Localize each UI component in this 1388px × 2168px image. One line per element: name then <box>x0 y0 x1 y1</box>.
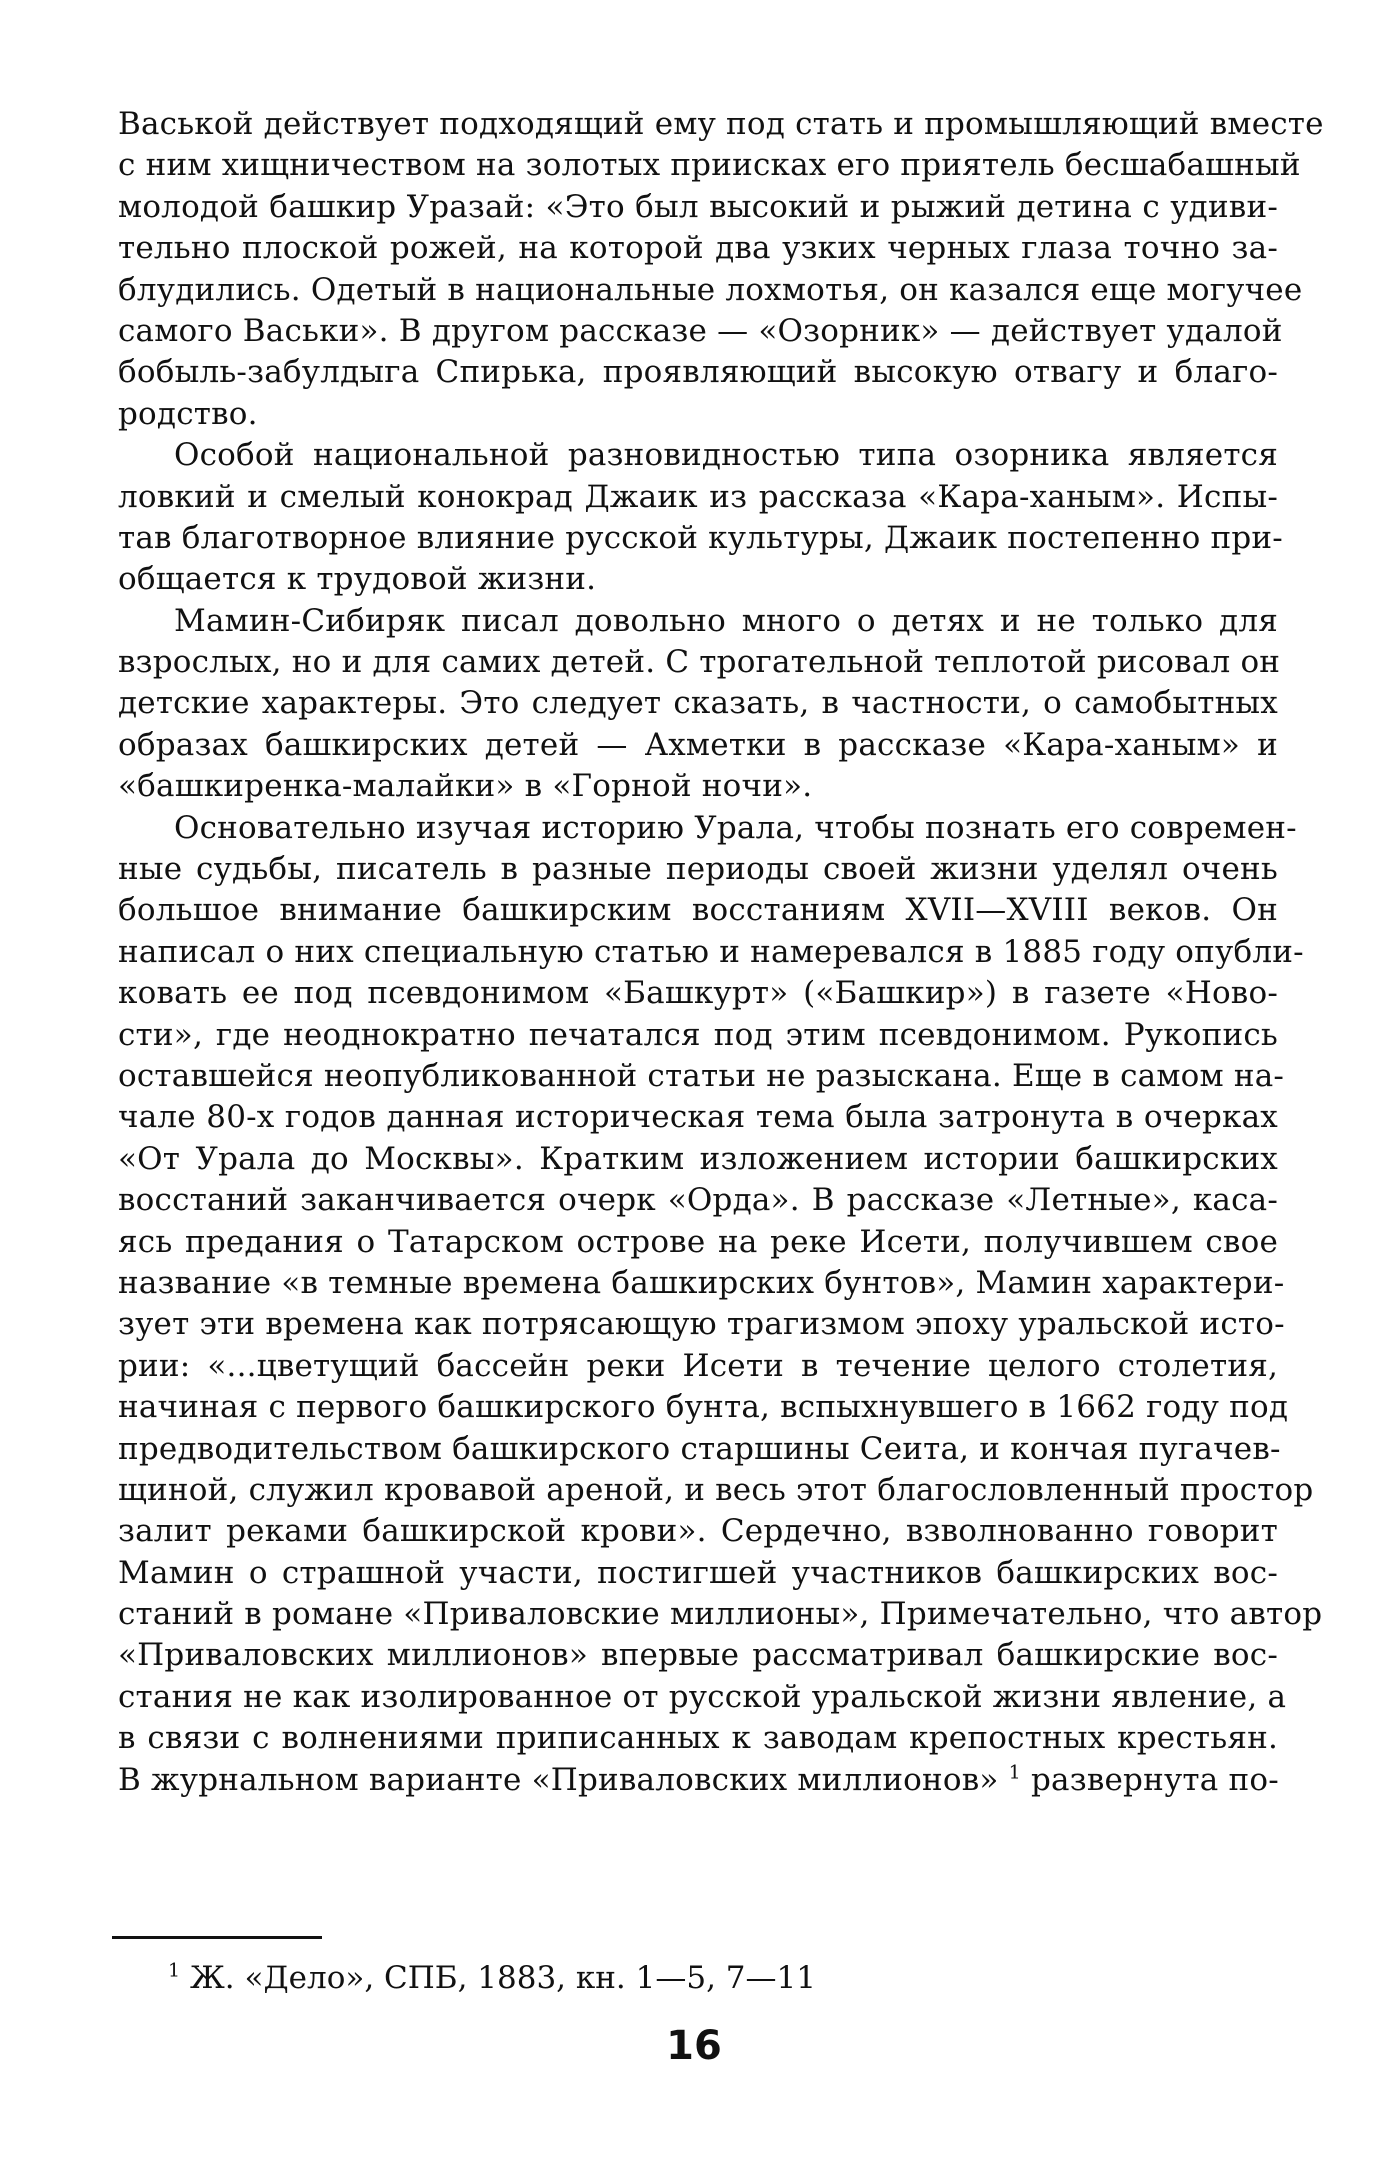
text-line: родство. <box>118 395 258 432</box>
text-line: залит реками башкирской крови». Сердечно, взволнованно говорит <box>118 1513 1278 1550</box>
text-line: самого Васьки». В другом рассказе — «Озорник» — действует удалой <box>118 312 1283 349</box>
text-line: рии: «...цветущий бассейн реки Исети в течение целого столетия, <box>118 1347 1278 1384</box>
text-line: детские характеры. Это следует сказать, в частности, о самобытных <box>118 685 1278 722</box>
footnote <box>168 1958 816 1998</box>
text-line: ловкий и смелый конокрад Джаик из рассказа «Кара-ханым». Испы- <box>118 478 1278 515</box>
text-line: молодой башкир Уразай: «Это был высокий и рыжий детина с удиви- <box>118 188 1278 225</box>
text-line: «От Урала до Москвы». Кратким изложением истории башкирских <box>118 1140 1278 1177</box>
paragraph-first-line: Мамин-Сибиряк писал довольно много о детях и не только для <box>174 602 1278 639</box>
text-line: с ним хищничеством на золотых приисках его приятель бесшабашный <box>118 147 1301 184</box>
text-line: станий в романе «Приваловские миллионы», Примечательно, что автор <box>118 1596 1323 1633</box>
footnote-marker[interactable]: 1 <box>1008 1761 1021 1784</box>
text-line: сти», где неоднократно печатался под этим псевдонимом. Рукопись <box>118 1016 1278 1053</box>
text-line: зует эти времена как потрясающую трагизмом эпоху уральской исто- <box>118 1306 1285 1343</box>
text-segment: развернута по- <box>1031 1761 1279 1798</box>
text-line: ковать ее под псевдонимом «Башкурт» («Башкир») в газете «Ново- <box>118 975 1278 1012</box>
text-line: тельно плоской рожей, на которой два узких черных глаза точно за- <box>118 230 1278 267</box>
text-segment: В журнальном варианте «Приваловских миллионов» <box>118 1761 999 1798</box>
text-line: взрослых, но и для самих детей. С трогательной теплотой рисовал он <box>118 644 1281 681</box>
footnote-number: 1 <box>168 1959 181 1982</box>
text-line: ные судьбы, писатель в разные периоды своей жизни уделял очень <box>118 851 1278 888</box>
text-line-with-footnote <box>118 1760 1278 1801</box>
text-line: написал о них специальную статью и намеревался в 1885 году опубли- <box>118 933 1304 970</box>
text-line: «Приваловских миллионов» впервые рассматривал башкирские вос- <box>118 1637 1278 1674</box>
text-line: начиная с первого башкирского бунта, вспыхнувшего в 1662 году под <box>118 1389 1289 1426</box>
text-line: образах башкирских детей — Ахметки в рассказе «Кара-ханым» и <box>118 726 1278 763</box>
text-line: предводительством башкирского старшины Сеита, и кончая пугачев- <box>118 1430 1281 1467</box>
page-number: 16 <box>666 2023 722 2069</box>
text-line: название «в темные времена башкирских бунтов», Мамин характери- <box>118 1264 1285 1301</box>
text-line: бобыль-забулдыга Спирька, проявляющий высокую отвагу и благо- <box>118 354 1278 391</box>
footnote-text: Ж. «Дело», СПБ, 1883, кн. 1—5, 7—11 <box>189 1960 816 1996</box>
text-line: стания не как изолированное от русской уральской жизни явление, а <box>118 1678 1287 1715</box>
text-line: ясь предания о Татарском острове на реке Исети, получившем свое <box>118 1223 1278 1260</box>
paragraph-first-line: Особой национальной разновидностью типа озорника является <box>174 437 1278 474</box>
text-line: Васькой действует подходящий ему под стать и промышляющий вместе <box>118 106 1324 142</box>
text-line: восстаний заканчивается очерк «Орда». В рассказе «Летные», каса- <box>118 1182 1278 1219</box>
text-line: чале 80-х годов данная историческая тема была затронута в очерках <box>118 1099 1278 1136</box>
text-line: в связи с волнениями приписанных к заводам крепостных крестьян. <box>118 1720 1278 1757</box>
text-line: большое внимание башкирским восстаниям XVII—XVIII веков. Он <box>118 892 1278 929</box>
paragraph-first-line: Основательно изучая историю Урала, чтобы познать его современ- <box>174 809 1297 846</box>
body-text <box>118 104 1324 1801</box>
text-line: «башкиренка-малайки» в «Горной ночи». <box>118 768 813 805</box>
footnote-divider <box>112 1936 322 1939</box>
text-line: тав благотворное влияние русской культуры, Джаик постепенно при- <box>118 519 1283 556</box>
text-line: оставшейся неопубликованной статьи не разыскана. Еще в самом на- <box>118 1057 1285 1094</box>
text-line: щиной, служил кровавой ареной, и весь этот благословленный простор <box>118 1471 1314 1508</box>
text-line: общается к трудовой жизни. <box>118 561 597 598</box>
text-line: Мамин о страшной участи, постигшей участников башкирских вос- <box>118 1554 1278 1591</box>
text-line: блудились. Одетый в национальные лохмотья, он казался еще могучее <box>118 271 1303 308</box>
